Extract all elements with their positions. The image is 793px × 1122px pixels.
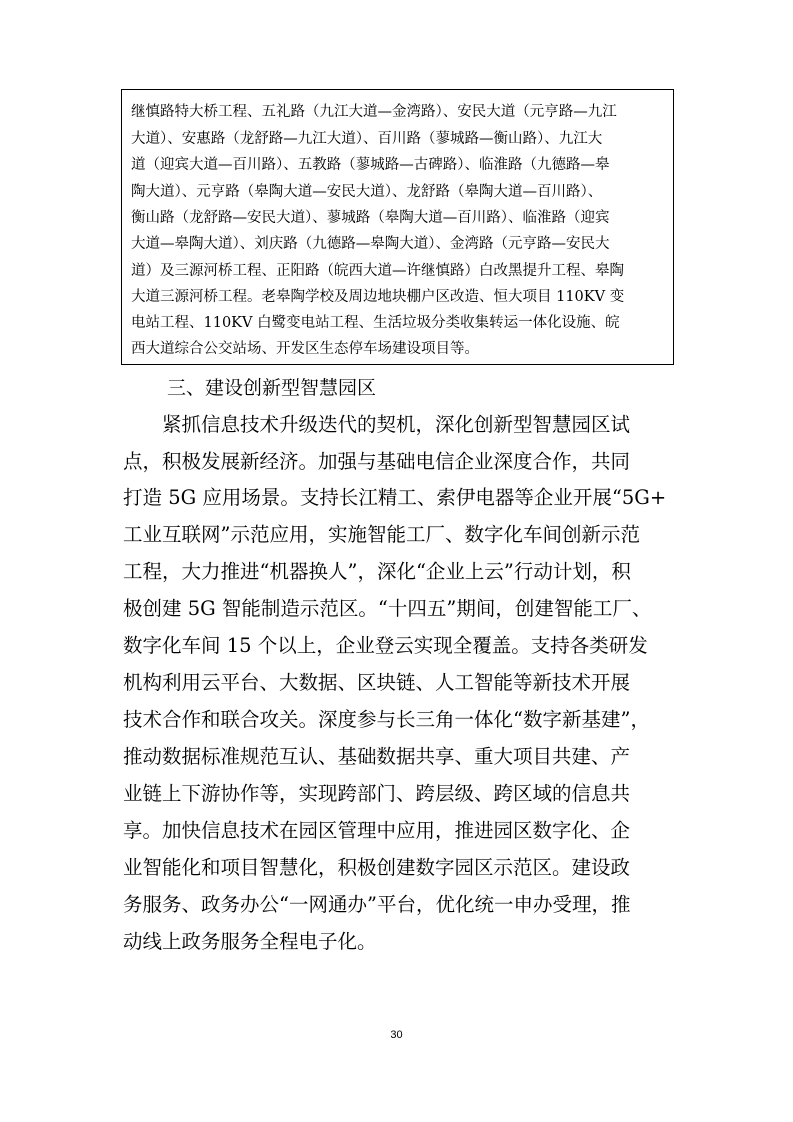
box-text-line: 大道—皋陶大道）、刘庆路（九德路—皋陶大道）、金湾路（元亨路—安民大 bbox=[131, 236, 610, 252]
box-text-line: 大道三源河桥工程。老皋陶学校及周边地块棚户区改造、恒大项目 110KV 变 bbox=[131, 289, 625, 305]
paragraph-line: 业智能化和项目智慧化，积极创建数字园区示范区。建设政 bbox=[123, 856, 631, 879]
paragraph-line: 动线上政务服务全程电子化。 bbox=[123, 930, 377, 953]
box-text-line: 陶大道）、元亨路（皋陶大道—安民大道）、龙舒路（皋陶大道—百川路）、 bbox=[131, 184, 603, 200]
paragraph-line: 机构利用云平台、大数据、区块链、人工智能等新技术开展 bbox=[123, 671, 631, 694]
box-text-line: 衡山路（龙舒路—安民大道）、蓼城路（皋陶大道—百川路）、临淮路（迎宾 bbox=[131, 210, 610, 226]
box-text-line: 西大道综合公交站场、开发区生态停车场建设项目等。 bbox=[131, 341, 479, 357]
box-text-line: 继慎路特大桥工程、五礼路（九江大道—金湾路）、安民大道（元亨路—九江 bbox=[131, 104, 617, 120]
paragraph-line: 极创建 5G 智能制造示范区。“十四五”期间，创建智能工厂、 bbox=[123, 597, 652, 620]
paragraph-line: 点，积极发展新经济。加强与基础电信企业深度合作，共同 bbox=[123, 450, 631, 473]
paragraph-line: 紧抓信息技术升级迭代的契机，深化创新型智慧园区试 bbox=[162, 413, 631, 436]
box-text-line: 大道）、安惠路（龙舒路—九江大道）、百川路（蓼城路—衡山路）、九江大 bbox=[131, 131, 603, 147]
paragraph-line: 工程，大力推进“机器换人”，深化“企业上云”行动计划，积 bbox=[123, 560, 631, 583]
paragraph-line: 务服务、政务办公“一网通办”平台，优化统一申办受理，推 bbox=[123, 893, 631, 916]
paragraph-line: 打造 5G 应用场景。支持长江精工、索伊电器等企业开展“5G+ bbox=[123, 486, 667, 509]
box-text-line: 电站工程、110KV 白鹭变电站工程、生活垃圾分类收集转运一体化设施、皖 bbox=[131, 315, 620, 331]
box-text-line: 道（迎宾大道—百川路）、五教路（蓼城路—古碑路）、临淮路（九德路—皋 bbox=[131, 157, 610, 173]
paragraph-line: 推动数据标准规范互认、基础数据共享、重大项目共建、产 bbox=[123, 745, 631, 768]
section-heading: 三、建设创新型智慧园区 bbox=[167, 377, 377, 399]
paragraph-line: 技术合作和联合攻关。深度参与长三角一体化“数字新基建”， bbox=[123, 708, 650, 731]
paragraph-line: 享。加快信息技术在园区管理中应用，推进园区数字化、企 bbox=[123, 819, 631, 842]
box-text-line: 道）及三源河桥工程、正阳路（皖西大道—许继慎路）白改黑提升工程、皋陶 bbox=[131, 263, 624, 279]
paragraph-line: 业链上下游协作等，实现跨部门、跨层级、跨区域的信息共 bbox=[123, 782, 631, 805]
paragraph-line: 工业互联网”示范应用，实施智能工厂、数字化车间创新示范 bbox=[123, 523, 640, 546]
page-number: 30 bbox=[390, 1029, 403, 1041]
paragraph-line: 数字化车间 15 个以上，企业登云实现全覆盖。支持各类研发 bbox=[123, 634, 648, 657]
